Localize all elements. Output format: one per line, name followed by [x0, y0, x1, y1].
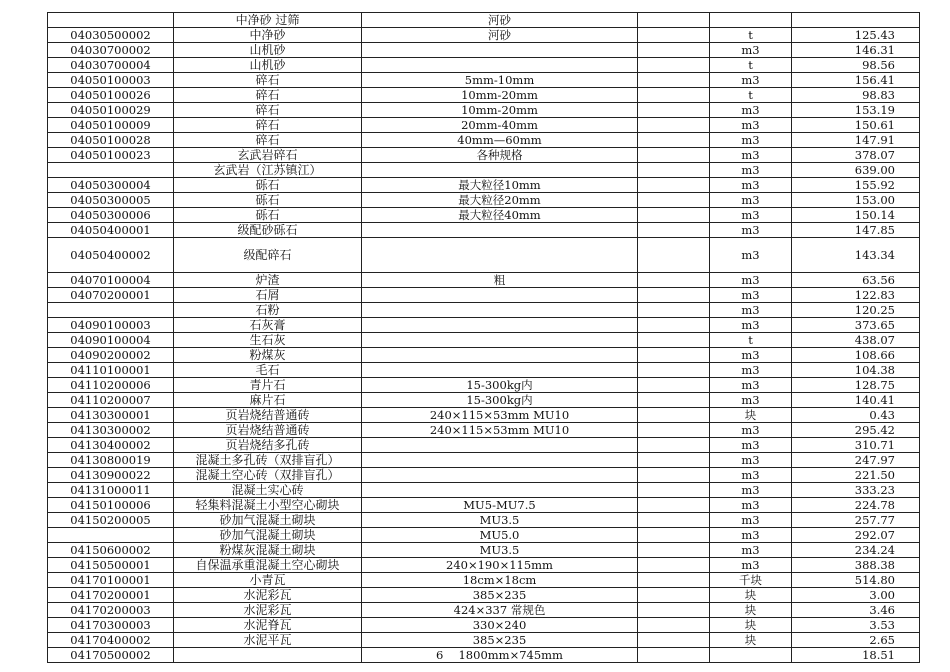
unit-cell: m3	[710, 453, 792, 468]
item-spec-cell: 240×115×53mm MU10	[362, 408, 638, 423]
item-code-cell: 04050300006	[48, 208, 174, 223]
item-code-cell: 04130400002	[48, 438, 174, 453]
item-name-cell: 页岩烧结普通砖	[174, 423, 362, 438]
item-spec-cell: 240×115×53mm MU10	[362, 423, 638, 438]
item-code-cell: 04070100004	[48, 273, 174, 288]
item-name-cell: 碎石	[174, 73, 362, 88]
item-spec-cell	[362, 438, 638, 453]
item-code-cell: 04050100023	[48, 148, 174, 163]
unit-cell: 千块	[710, 573, 792, 588]
item-spec-cell	[362, 468, 638, 483]
item-code-cell	[48, 13, 174, 28]
unit-cell: m3	[710, 348, 792, 363]
item-code-cell: 04050100003	[48, 73, 174, 88]
table-row	[48, 603, 920, 618]
price-cell: 3.53	[792, 618, 920, 633]
unit-cell: m3	[710, 208, 792, 223]
item-code-cell: 04070200001	[48, 288, 174, 303]
blank-cell	[638, 43, 710, 58]
item-spec-cell	[362, 303, 638, 318]
table-row	[48, 468, 920, 483]
item-spec-cell: 20mm-40mm	[362, 118, 638, 133]
item-name-cell: 砾石	[174, 178, 362, 193]
item-name-cell: 混凝土实心砖	[174, 483, 362, 498]
item-spec-cell: 424×337 常规色	[362, 603, 638, 618]
item-spec-cell: 最大粒径40mm	[362, 208, 638, 223]
unit-cell: m3	[710, 238, 792, 273]
item-code-cell: 04110200006	[48, 378, 174, 393]
item-spec-cell	[362, 348, 638, 363]
blank-cell	[638, 238, 710, 273]
item-name-cell: 轻集料混凝土小型空心砌块	[174, 498, 362, 513]
item-name-cell: 碎石	[174, 118, 362, 133]
unit-cell: 块	[710, 603, 792, 618]
item-spec-cell	[362, 43, 638, 58]
item-code-cell: 04130300002	[48, 423, 174, 438]
unit-cell: 块	[710, 633, 792, 648]
blank-cell	[638, 133, 710, 148]
table-row	[48, 423, 920, 438]
item-name-cell: 青片石	[174, 378, 362, 393]
price-cell: 98.56	[792, 58, 920, 73]
price-cell: 63.56	[792, 273, 920, 288]
table-row	[48, 303, 920, 318]
item-spec-cell: 最大粒径20mm	[362, 193, 638, 208]
unit-cell: m3	[710, 193, 792, 208]
price-cell: 310.71	[792, 438, 920, 453]
item-spec-cell	[362, 483, 638, 498]
price-cell: 247.97	[792, 453, 920, 468]
item-name-cell: 山机砂	[174, 58, 362, 73]
item-name-cell: 页岩烧结普通砖	[174, 408, 362, 423]
item-spec-cell: 河砂	[362, 13, 638, 28]
table-row	[48, 543, 920, 558]
item-spec-cell	[362, 333, 638, 348]
unit-cell: m3	[710, 163, 792, 178]
table-row	[48, 453, 920, 468]
table-row	[48, 408, 920, 423]
blank-cell	[638, 618, 710, 633]
item-name-cell: 中净砂 过筛	[174, 13, 362, 28]
item-code-cell: 04050400001	[48, 223, 174, 238]
unit-cell: m3	[710, 178, 792, 193]
blank-cell	[638, 513, 710, 528]
table-row	[48, 288, 920, 303]
item-name-cell: 水泥彩瓦	[174, 603, 362, 618]
price-cell: 3.00	[792, 588, 920, 603]
table-row	[48, 588, 920, 603]
item-name-cell: 中净砂	[174, 28, 362, 43]
item-name-cell: 石粉	[174, 303, 362, 318]
item-spec-cell: MU5-MU7.5	[362, 498, 638, 513]
table-row	[48, 13, 920, 28]
unit-cell: m3	[710, 468, 792, 483]
item-code-cell: 04050300005	[48, 193, 174, 208]
blank-cell	[638, 303, 710, 318]
unit-cell: m3	[710, 528, 792, 543]
price-cell: 514.80	[792, 573, 920, 588]
blank-cell	[638, 88, 710, 103]
item-name-cell: 玄武岩（江苏镇江）	[174, 163, 362, 178]
item-name-cell: 麻片石	[174, 393, 362, 408]
item-code-cell	[48, 303, 174, 318]
unit-cell: m3	[710, 393, 792, 408]
unit-cell: m3	[710, 43, 792, 58]
unit-cell: t	[710, 88, 792, 103]
price-cell: 438.07	[792, 333, 920, 348]
item-spec-cell	[362, 453, 638, 468]
price-cell: 98.83	[792, 88, 920, 103]
table-row	[48, 208, 920, 223]
item-code-cell	[48, 528, 174, 543]
blank-cell	[638, 28, 710, 43]
blank-cell	[638, 468, 710, 483]
blank-cell	[638, 408, 710, 423]
item-name-cell: 砂加气混凝土砌块	[174, 513, 362, 528]
item-code-cell: 04170100001	[48, 573, 174, 588]
price-cell: 146.31	[792, 43, 920, 58]
item-code-cell: 04050400002	[48, 238, 174, 273]
table-row	[48, 378, 920, 393]
blank-cell	[638, 573, 710, 588]
item-code-cell: 04150600002	[48, 543, 174, 558]
unit-cell: m3	[710, 288, 792, 303]
price-cell: 155.92	[792, 178, 920, 193]
item-spec-cell	[362, 163, 638, 178]
unit-cell: m3	[710, 483, 792, 498]
item-name-cell: 自保温承重混凝土空心砌块	[174, 558, 362, 573]
blank-cell	[638, 148, 710, 163]
item-name-cell: 级配碎石	[174, 238, 362, 273]
item-code-cell: 04110200007	[48, 393, 174, 408]
unit-cell: m3	[710, 558, 792, 573]
table-row	[48, 558, 920, 573]
item-spec-cell: 18cm×18cm	[362, 573, 638, 588]
item-code-cell: 04130300001	[48, 408, 174, 423]
blank-cell	[638, 103, 710, 118]
table-row	[48, 163, 920, 178]
table-row	[48, 333, 920, 348]
item-code-cell: 04170200001	[48, 588, 174, 603]
unit-cell: 块	[710, 618, 792, 633]
price-cell: 378.07	[792, 148, 920, 163]
item-spec-cell: MU5.0	[362, 528, 638, 543]
unit-cell: m3	[710, 73, 792, 88]
blank-cell	[638, 118, 710, 133]
unit-cell: m3	[710, 118, 792, 133]
item-name-cell: 石灰膏	[174, 318, 362, 333]
table-row	[48, 573, 920, 588]
unit-cell: m3	[710, 148, 792, 163]
item-spec-cell	[362, 363, 638, 378]
item-spec-cell: MU3.5	[362, 513, 638, 528]
price-cell: 224.78	[792, 498, 920, 513]
item-name-cell: 粉煤灰	[174, 348, 362, 363]
unit-cell: m3	[710, 133, 792, 148]
unit-cell: m3	[710, 223, 792, 238]
item-name-cell: 粉煤灰混凝土砌块	[174, 543, 362, 558]
table-row	[48, 193, 920, 208]
blank-cell	[638, 453, 710, 468]
item-spec-cell	[362, 318, 638, 333]
price-cell: 153.19	[792, 103, 920, 118]
item-spec-cell: 40mm—60mm	[362, 133, 638, 148]
table-row	[48, 133, 920, 148]
blank-cell	[638, 588, 710, 603]
price-cell: 120.25	[792, 303, 920, 318]
price-cell: 18.51	[792, 648, 920, 663]
price-cell: 108.66	[792, 348, 920, 363]
table-row	[48, 118, 920, 133]
item-name-cell: 生石灰	[174, 333, 362, 348]
item-code-cell: 04050300004	[48, 178, 174, 193]
item-name-cell: 水泥彩瓦	[174, 588, 362, 603]
price-cell: 3.46	[792, 603, 920, 618]
item-name-cell: 碎石	[174, 133, 362, 148]
item-code-cell: 04130800019	[48, 453, 174, 468]
price-cell: 295.42	[792, 423, 920, 438]
price-cell: 2.65	[792, 633, 920, 648]
unit-cell: m3	[710, 103, 792, 118]
price-cell: 221.50	[792, 468, 920, 483]
table-row	[48, 178, 920, 193]
unit-cell: m3	[710, 423, 792, 438]
item-code-cell: 04090100004	[48, 333, 174, 348]
unit-cell	[710, 648, 792, 663]
blank-cell	[638, 58, 710, 73]
unit-cell: m3	[710, 303, 792, 318]
price-cell: 150.61	[792, 118, 920, 133]
unit-cell: m3	[710, 273, 792, 288]
table-row	[48, 103, 920, 118]
item-spec-cell: 10mm-20mm	[362, 88, 638, 103]
unit-cell: t	[710, 28, 792, 43]
item-name-cell: 水泥平瓦	[174, 633, 362, 648]
table-row	[48, 238, 920, 273]
item-name-cell: 玄武岩碎石	[174, 148, 362, 163]
item-name-cell: 砾石	[174, 208, 362, 223]
price-cell	[792, 13, 920, 28]
item-spec-cell: MU3.5	[362, 543, 638, 558]
item-spec-cell	[362, 238, 638, 273]
blank-cell	[638, 438, 710, 453]
table-row	[48, 318, 920, 333]
table-row	[48, 498, 920, 513]
item-spec-cell: 15-300kg内	[362, 393, 638, 408]
blank-cell	[638, 193, 710, 208]
price-cell: 257.77	[792, 513, 920, 528]
unit-cell: m3	[710, 543, 792, 558]
item-spec-cell: 河砂	[362, 28, 638, 43]
item-code-cell: 04150100006	[48, 498, 174, 513]
unit-cell: m3	[710, 363, 792, 378]
item-code-cell: 04090100003	[48, 318, 174, 333]
blank-cell	[638, 378, 710, 393]
item-code-cell: 04110100001	[48, 363, 174, 378]
table-row	[48, 648, 920, 663]
blank-cell	[638, 558, 710, 573]
price-cell: 292.07	[792, 528, 920, 543]
table-row	[48, 528, 920, 543]
item-spec-cell: 385×235	[362, 633, 638, 648]
item-code-cell: 04150200005	[48, 513, 174, 528]
price-cell: 0.43	[792, 408, 920, 423]
item-code-cell: 04090200002	[48, 348, 174, 363]
item-spec-cell: 粗	[362, 273, 638, 288]
item-code-cell: 04050100029	[48, 103, 174, 118]
price-cell: 639.00	[792, 163, 920, 178]
blank-cell	[638, 333, 710, 348]
table-row	[48, 73, 920, 88]
unit-cell: t	[710, 58, 792, 73]
item-code-cell: 04030500002	[48, 28, 174, 43]
item-code-cell: 04050100026	[48, 88, 174, 103]
table-row	[48, 58, 920, 73]
item-spec-cell	[362, 288, 638, 303]
item-code-cell: 04050100009	[48, 118, 174, 133]
blank-cell	[638, 363, 710, 378]
item-name-cell: 页岩烧结多孔砖	[174, 438, 362, 453]
item-name-cell: 砾石	[174, 193, 362, 208]
item-name-cell: 小青瓦	[174, 573, 362, 588]
item-name-cell: 混凝土空心砖（双排盲孔）	[174, 468, 362, 483]
item-name-cell: 混凝土多孔砖（双排盲孔）	[174, 453, 362, 468]
blank-cell	[638, 348, 710, 363]
blank-cell	[638, 603, 710, 618]
table-row	[48, 28, 920, 43]
item-spec-cell: 各种规格	[362, 148, 638, 163]
blank-cell	[638, 73, 710, 88]
item-code-cell: 04050100028	[48, 133, 174, 148]
table-row	[48, 348, 920, 363]
unit-cell: 块	[710, 588, 792, 603]
price-cell: 122.83	[792, 288, 920, 303]
item-code-cell: 04170200003	[48, 603, 174, 618]
price-cell: 125.43	[792, 28, 920, 43]
item-spec-cell: 385×235	[362, 588, 638, 603]
blank-cell	[638, 163, 710, 178]
unit-cell: m3	[710, 378, 792, 393]
price-cell: 156.41	[792, 73, 920, 88]
item-spec-cell: 最大粒径10mm	[362, 178, 638, 193]
item-name-cell: 砂加气混凝土砌块	[174, 528, 362, 543]
table-row	[48, 148, 920, 163]
unit-cell: m3	[710, 438, 792, 453]
blank-cell	[638, 288, 710, 303]
price-cell: 128.75	[792, 378, 920, 393]
price-cell: 153.00	[792, 193, 920, 208]
item-spec-cell: 240×190×115mm	[362, 558, 638, 573]
item-spec-cell: 6 1800mm×745mm	[362, 648, 638, 663]
unit-cell: t	[710, 333, 792, 348]
item-spec-cell: 15-300kg内	[362, 378, 638, 393]
item-name-cell: 石屑	[174, 288, 362, 303]
table-row	[48, 513, 920, 528]
price-cell: 234.24	[792, 543, 920, 558]
item-spec-cell	[362, 223, 638, 238]
item-name-cell: 级配砂砾石	[174, 223, 362, 238]
item-code-cell	[48, 163, 174, 178]
unit-cell: m3	[710, 498, 792, 513]
price-cell: 104.38	[792, 363, 920, 378]
price-cell: 150.14	[792, 208, 920, 223]
item-spec-cell: 10mm-20mm	[362, 103, 638, 118]
item-code-cell: 04030700002	[48, 43, 174, 58]
table-row	[48, 363, 920, 378]
price-cell: 147.91	[792, 133, 920, 148]
table-body	[48, 13, 920, 663]
blank-cell	[638, 633, 710, 648]
table-row	[48, 633, 920, 648]
item-name-cell: 毛石	[174, 363, 362, 378]
unit-cell: 块	[710, 408, 792, 423]
item-name-cell	[174, 648, 362, 663]
item-spec-cell: 5mm-10mm	[362, 73, 638, 88]
item-code-cell: 04170400002	[48, 633, 174, 648]
blank-cell	[638, 223, 710, 238]
price-cell: 333.23	[792, 483, 920, 498]
item-name-cell: 碎石	[174, 103, 362, 118]
material-price-table	[47, 12, 920, 663]
unit-cell: m3	[710, 513, 792, 528]
blank-cell	[638, 273, 710, 288]
table-row	[48, 43, 920, 58]
table-row	[48, 393, 920, 408]
item-code-cell: 04030700004	[48, 58, 174, 73]
blank-cell	[638, 208, 710, 223]
blank-cell	[638, 483, 710, 498]
item-code-cell: 04131000011	[48, 483, 174, 498]
price-cell: 143.34	[792, 238, 920, 273]
item-code-cell: 04170300003	[48, 618, 174, 633]
table-row	[48, 618, 920, 633]
table-row	[48, 223, 920, 238]
blank-cell	[638, 318, 710, 333]
price-cell: 388.38	[792, 558, 920, 573]
item-name-cell: 山机砂	[174, 43, 362, 58]
price-cell: 373.65	[792, 318, 920, 333]
price-cell: 147.85	[792, 223, 920, 238]
table-row	[48, 273, 920, 288]
table-row	[48, 438, 920, 453]
item-code-cell: 04150500001	[48, 558, 174, 573]
blank-cell	[638, 528, 710, 543]
blank-cell	[638, 423, 710, 438]
price-cell: 140.41	[792, 393, 920, 408]
item-name-cell: 炉渣	[174, 273, 362, 288]
blank-cell	[638, 648, 710, 663]
item-name-cell: 碎石	[174, 88, 362, 103]
blank-cell	[638, 393, 710, 408]
blank-cell	[638, 498, 710, 513]
item-name-cell: 水泥脊瓦	[174, 618, 362, 633]
blank-cell	[638, 543, 710, 558]
item-code-cell: 04170500002	[48, 648, 174, 663]
item-code-cell: 04130900022	[48, 468, 174, 483]
item-spec-cell	[362, 58, 638, 73]
blank-cell	[638, 13, 710, 28]
unit-cell	[710, 13, 792, 28]
table-row	[48, 88, 920, 103]
item-spec-cell: 330×240	[362, 618, 638, 633]
table-row	[48, 483, 920, 498]
unit-cell: m3	[710, 318, 792, 333]
blank-cell	[638, 178, 710, 193]
